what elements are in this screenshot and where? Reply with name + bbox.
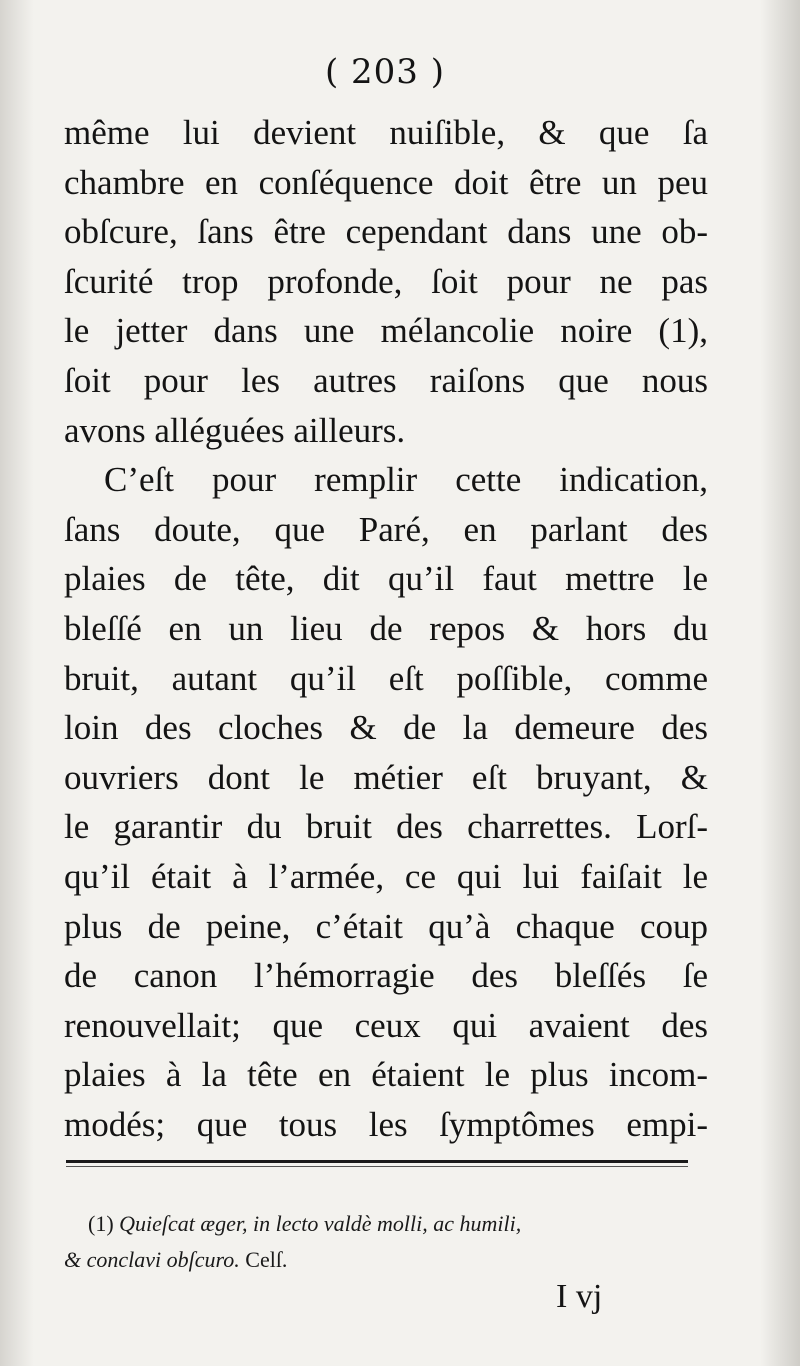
footnote-marker: (1): [88, 1211, 114, 1236]
text-line: même lui devient nuiſible, & que ſa: [64, 113, 708, 152]
footnote-text: Quieſcat æger, in lecto valdè molli, ac humili,: [119, 1211, 522, 1236]
text-line: loin des cloches & de la demeure des: [64, 708, 708, 748]
footnote-source: Celſ.: [245, 1247, 288, 1272]
text-line: qu’il était à l’armée, ce qui lui faiſait le: [64, 856, 708, 896]
text-line: renouvellait; que ceux qui avaient des: [64, 1005, 708, 1045]
text-line: obſcure, ſans être cependant dans une ob-: [64, 212, 708, 252]
text-line: le jetter dans une mélancolie noire (1),: [64, 311, 708, 351]
text-line: de canon l’hémorragie des bleſſés ſe: [64, 956, 708, 996]
text-line: bleſſé en un lieu de repos & hors du: [64, 608, 708, 648]
text-line: ſoit pour les autres raiſons que nous: [64, 360, 708, 400]
paragraph-start-line: C’eſt pour remplir cette indication,: [104, 460, 708, 500]
footnote-text: & conclavi obſcuro.: [64, 1247, 240, 1272]
text-line: ouvriers dont le métier eſt bruyant, &: [64, 757, 708, 797]
body-text: [64, 108, 708, 1149]
footnote-line: [64, 1242, 688, 1278]
text-line: ſans doute, que Paré, en parlant des: [64, 509, 708, 549]
footnote-rule-thin: [66, 1166, 688, 1167]
text-line: chambre en conſéquence doit être un peu: [64, 162, 708, 202]
footnote-rule: [66, 1160, 688, 1163]
text-line: avons alléguées ailleurs.: [64, 410, 406, 450]
text-line: plaies de tête, dit qu’il faut mettre le: [64, 559, 708, 599]
signature-mark: I vj: [556, 1278, 603, 1315]
footnote-line: [88, 1206, 688, 1242]
text-line: ſcurité trop profonde, ſoit pour ne pas: [64, 261, 708, 301]
page-number: ( 203 ): [324, 52, 446, 92]
text-line: plaies à la tête en étaient le plus incom-: [64, 1055, 708, 1095]
footnote: [64, 1206, 688, 1278]
text-line: plus de peine, c’était qu’à chaque coup: [64, 906, 708, 946]
text-line: le garantir du bruit des charrettes. Lorſ-: [64, 807, 708, 847]
text-line: modés; que tous les ſymptômes empi-: [64, 1104, 708, 1144]
text-line: bruit, autant qu’il eſt poſſible, comme: [64, 658, 708, 698]
